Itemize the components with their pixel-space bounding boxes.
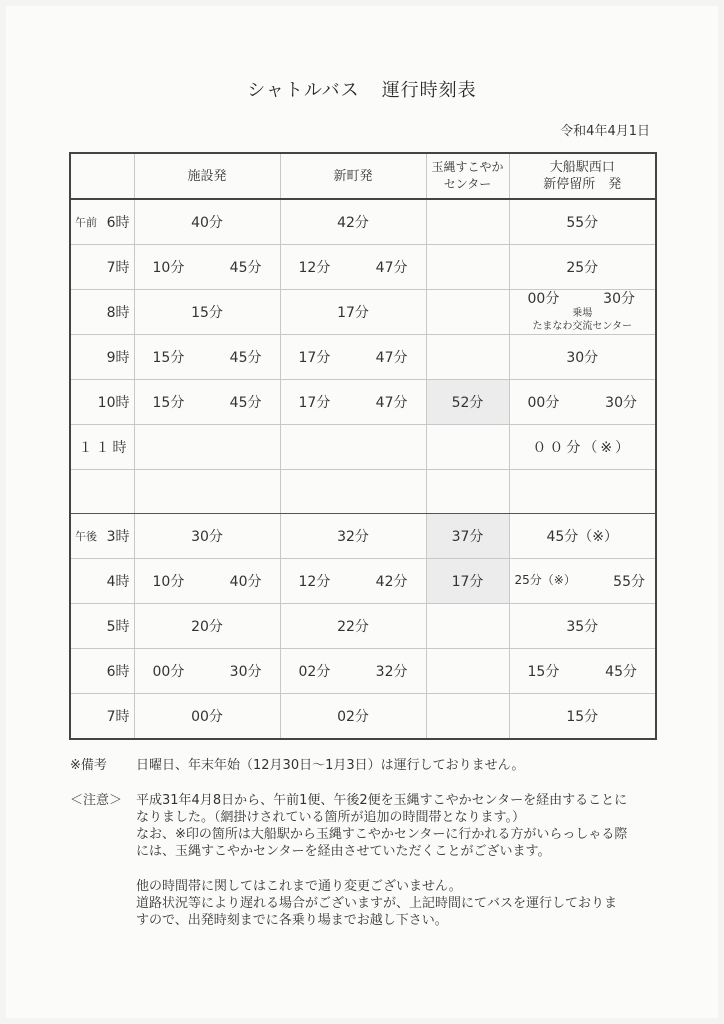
time-value: 45分	[605, 664, 637, 680]
time-value: 25分（※）	[514, 573, 576, 587]
midday-separator-row	[70, 470, 656, 514]
hour-cell	[70, 199, 134, 245]
hour-cell: 8時	[70, 290, 134, 335]
caution-line: なお、※印の箇所は大船駅から玉縄すこやかセンターに行かれる方がいらっしゃる際	[136, 827, 628, 842]
ofuna-cell: 45分（※）	[509, 514, 656, 559]
time-value: 47分	[375, 395, 408, 411]
hour-cell: 9時	[70, 335, 134, 380]
time-value: 15分	[527, 664, 560, 680]
header-hour	[70, 153, 134, 199]
timetable-header-row	[70, 153, 656, 199]
facility-cell: 40分	[134, 199, 280, 245]
sukoyaka-cell: 17分	[426, 559, 509, 604]
header-ofuna-line2: 新停留所 発	[543, 177, 622, 192]
table-row	[70, 514, 656, 559]
empty-cell	[70, 470, 134, 514]
time-value: 12分	[298, 260, 331, 276]
time-value: 30分	[605, 395, 637, 411]
sukoyaka-cell	[426, 245, 509, 290]
remark	[70, 757, 670, 774]
table-row	[70, 649, 656, 694]
facility-cell	[134, 559, 280, 604]
table-row	[70, 694, 656, 740]
hour-cell: 10時	[70, 380, 134, 425]
facility-cell	[134, 380, 280, 425]
table-row	[70, 290, 656, 335]
shinmachi-cell	[280, 245, 426, 290]
hour-cell: 7時	[70, 245, 134, 290]
shinmachi-cell	[280, 335, 426, 380]
ofuna-cell	[509, 380, 656, 425]
facility-cell	[134, 335, 280, 380]
facility-cell	[134, 245, 280, 290]
time-value: 17分	[298, 350, 331, 366]
table-row	[70, 245, 656, 290]
ofuna-cell: 15分	[509, 694, 656, 740]
ofuna-cell: 25分	[509, 245, 656, 290]
facility-cell: 30分	[134, 514, 280, 559]
info-line: 他の時間帯に関してはこれまで通り変更ございません。	[136, 879, 462, 894]
hour-cell	[70, 514, 134, 559]
ofuna-cell: 35分	[509, 604, 656, 649]
sukoyaka-cell	[426, 335, 509, 380]
boarding-note: 乗場	[572, 308, 593, 319]
hour-label: 3時	[106, 529, 130, 545]
time-value: 17分	[298, 395, 331, 411]
time-value: 00分	[152, 664, 185, 680]
table-row	[70, 380, 656, 425]
title-part-1: シャトルバス	[247, 80, 360, 101]
ofuna-cell: 55分	[509, 199, 656, 245]
shinmachi-cell	[280, 649, 426, 694]
title-part-2: 運行時刻表	[381, 80, 477, 101]
table-row	[70, 604, 656, 649]
boarding-location: たまなわ交流センター	[532, 321, 633, 332]
empty-cell	[426, 470, 509, 514]
sukoyaka-cell: 52分	[426, 380, 509, 425]
hour-cell: 6時	[70, 649, 134, 694]
header-facility: 施設発	[134, 153, 280, 199]
shinmachi-cell: 17分	[280, 290, 426, 335]
sukoyaka-cell	[426, 290, 509, 335]
hour-label: 6時	[106, 215, 130, 231]
shinmachi-cell: 22分	[280, 604, 426, 649]
facility-cell: 20分	[134, 604, 280, 649]
shinmachi-cell	[280, 380, 426, 425]
hour-cell: １１時	[70, 425, 134, 470]
time-value: 47分	[375, 260, 408, 276]
hour-cell: 7時	[70, 694, 134, 740]
notes-section	[70, 757, 670, 929]
empty-cell	[134, 470, 280, 514]
header-shinmachi: 新町発	[280, 153, 426, 199]
time-value: 45分	[229, 395, 262, 411]
hour-cell: 4時	[70, 559, 134, 604]
header-sukoyaka-line1: 玉縄すこやか	[431, 160, 504, 174]
time-value: 47分	[375, 350, 408, 366]
caution-line: には、玉縄すこやかセンターを経由させていただくことがございます。	[136, 844, 551, 859]
time-value: 10分	[152, 574, 185, 590]
time-value: 42分	[375, 574, 408, 590]
period-pm: 午後	[75, 530, 97, 543]
time-value: 00分	[527, 291, 560, 307]
facility-cell: 15分	[134, 290, 280, 335]
time-value: 40分	[229, 574, 262, 590]
page-title	[0, 76, 724, 102]
info-line: すので、出発時刻までに各乗り場までお越し下さい。	[136, 913, 448, 928]
sukoyaka-cell	[426, 604, 509, 649]
remark-text: 日曜日、年末年始（12月30日～1月3日）は運行しておりません。	[136, 758, 525, 773]
sukoyaka-cell: 37分	[426, 514, 509, 559]
facility-cell: 00分	[134, 694, 280, 740]
caution	[70, 792, 670, 860]
sukoyaka-cell	[426, 694, 509, 740]
timetable	[69, 152, 657, 740]
issue-date: 令和4年4月1日	[560, 124, 650, 139]
period-am: 午前	[75, 216, 97, 229]
caution-line: 平成31年4月8日から、午前1便、午後2便を玉縄すこやかセンターを経由することに	[136, 793, 628, 808]
info-line: 道路状況等により遅れる場合がございますが、上記時間にてバスを運行しておりま	[136, 896, 618, 911]
header-sukoyaka	[426, 153, 509, 199]
header-ofuna-line1: 大船駅西口	[549, 160, 615, 175]
time-value: 02分	[298, 664, 331, 680]
table-row	[70, 335, 656, 380]
header-ofuna	[509, 153, 656, 199]
table-row	[70, 425, 656, 470]
remark-label: ※備考	[70, 758, 107, 773]
header-sukoyaka-line2: センター	[443, 177, 492, 191]
sukoyaka-cell	[426, 425, 509, 470]
empty-cell	[280, 470, 426, 514]
ofuna-cell	[509, 649, 656, 694]
sukoyaka-cell	[426, 199, 509, 245]
empty-cell	[509, 470, 656, 514]
ofuna-cell: ００分（※）	[509, 425, 656, 470]
time-value: 55分	[613, 574, 645, 590]
ofuna-cell: 30分	[509, 335, 656, 380]
other-info	[70, 878, 670, 929]
time-value: 45分	[229, 260, 262, 276]
time-value: 32分	[375, 664, 408, 680]
time-value: 10分	[152, 260, 185, 276]
caution-line: なりました。（網掛けされている箇所が追加の時間帯となります。）	[136, 810, 525, 825]
ofuna-cell	[509, 290, 656, 335]
time-value: 45分	[229, 350, 262, 366]
facility-cell	[134, 649, 280, 694]
time-value: 15分	[152, 395, 185, 411]
shinmachi-cell: 02分	[280, 694, 426, 740]
ofuna-cell	[509, 559, 656, 604]
table-row	[70, 559, 656, 604]
table-row	[70, 199, 656, 245]
time-value: 12分	[298, 574, 331, 590]
time-value: 00分	[527, 395, 560, 411]
caution-label: ＜注意＞	[70, 793, 123, 808]
hour-cell: 5時	[70, 604, 134, 649]
time-value: 30分	[229, 664, 262, 680]
time-value: 30分	[603, 291, 635, 307]
shinmachi-cell	[280, 559, 426, 604]
shinmachi-cell: 32分	[280, 514, 426, 559]
sukoyaka-cell	[426, 649, 509, 694]
shinmachi-cell: 42分	[280, 199, 426, 245]
time-value: 15分	[152, 350, 185, 366]
facility-cell	[134, 425, 280, 470]
shinmachi-cell	[280, 425, 426, 470]
